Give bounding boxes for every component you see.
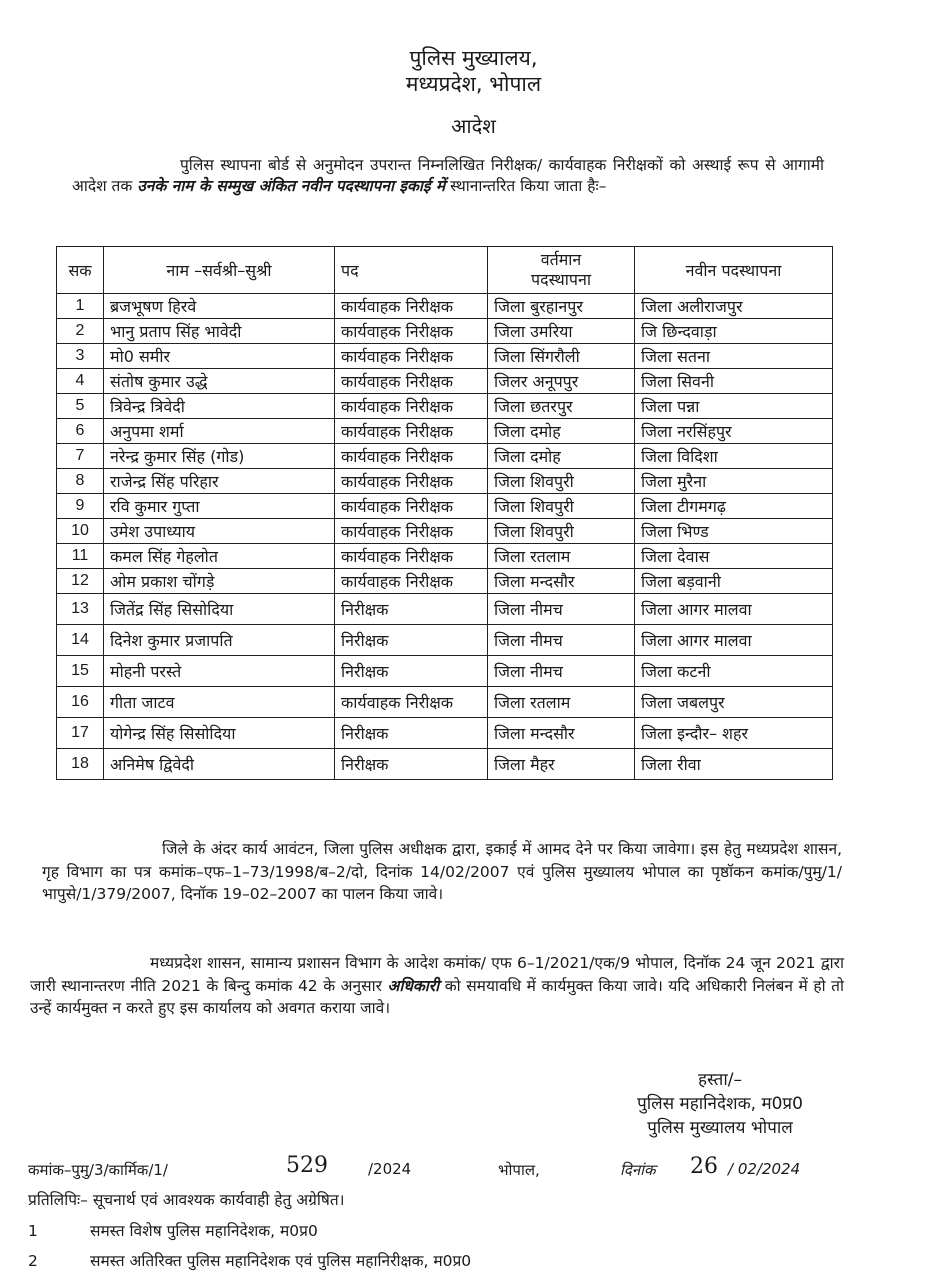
table-row	[57, 749, 833, 780]
new-posting-cell: जिला जबलपुर	[635, 687, 833, 718]
name-cell: अनिमेष द्विवेदी	[104, 749, 335, 780]
current-posting-cell: जिला शिवपुरी	[488, 469, 635, 494]
copy-intro: प्रतिलिपिः– सूचनार्थ एवं आवश्यक कार्यवाही हेतु अग्रेषित।	[28, 1191, 345, 1209]
table-row	[57, 687, 833, 718]
copy-item-number: 2	[28, 1252, 38, 1270]
name-cell: राजेन्द्र सिंह परिहार	[104, 469, 335, 494]
current-posting-cell: जिला उमरिया	[488, 319, 635, 344]
name-cell: अनुपमा शर्मा	[104, 419, 335, 444]
current-posting-cell: जिला नीमच	[488, 656, 635, 687]
reference-prefix: कमांक–पुमु/3/कार्मिक/1/	[28, 1161, 168, 1179]
serial-cell: 3	[57, 344, 104, 369]
post-cell: निरीक्षक	[335, 718, 488, 749]
post-cell: कार्यवाहक निरीक्षक	[335, 494, 488, 519]
post-cell: कार्यवाहक निरीक्षक	[335, 344, 488, 369]
name-cell: संतोष कुमार उद्धे	[104, 369, 335, 394]
new-posting-cell: जिला कटनी	[635, 656, 833, 687]
serial-cell: 5	[57, 394, 104, 419]
table-header-row	[57, 247, 833, 294]
current-posting-cell: जिला सिंगरौली	[488, 344, 635, 369]
post-cell: कार्यवाहक निरीक्षक	[335, 519, 488, 544]
intro-text: पुलिस स्थापना बोर्ड से अनुमोदन उपरान्त निम्नलिखित निरीक्षक/ कार्यवाहक निरीक्षकों को अस्थाई रूप से आगामी आदेश तक	[72, 156, 824, 195]
post-cell: निरीक्षक	[335, 656, 488, 687]
current-posting-cell: जिला शिवपुरी	[488, 519, 635, 544]
table-row	[57, 625, 833, 656]
header-current-line2: पदस्थापना	[531, 270, 591, 289]
post-cell: कार्यवाहक निरीक्षक	[335, 469, 488, 494]
new-posting-cell: जिला सतना	[635, 344, 833, 369]
reference-place: भोपाल,	[498, 1161, 540, 1179]
header-current-line1: वर्तमान	[540, 250, 582, 269]
office-heading: पुलिस मुख्यालय,	[409, 46, 538, 70]
date-label: दिनांक	[620, 1161, 656, 1179]
header-post: पद	[335, 247, 488, 294]
allocation-paragraph	[42, 838, 842, 906]
name-cell: कमल सिंह गेहलोत	[104, 544, 335, 569]
relieving-text-1: मध्यप्रदेश शासन, सामान्य प्रशासन विभाग के आदेश कमांक/ एफ 6–1/2021/एक/9 भोपाल, दिनॉक 24 जून 2021 द्वारा जारी स्थानान्तरण नीति 2021 के बिन्दु कमांक 42 के अनुसार	[30, 954, 844, 995]
post-cell: कार्यवाहक निरीक्षक	[335, 687, 488, 718]
name-cell: ब्रजभूषण हिरवे	[104, 294, 335, 319]
table-row	[57, 544, 833, 569]
name-cell: उमेश उपाध्याय	[104, 519, 335, 544]
current-posting-cell: जिलर अनूपपुर	[488, 369, 635, 394]
current-posting-cell: जिला रतलाम	[488, 544, 635, 569]
table-row	[57, 569, 833, 594]
signed-mark: हस्ता/–	[698, 1070, 742, 1090]
current-posting-cell: जिला बुरहानपुर	[488, 294, 635, 319]
copy-item	[28, 1219, 878, 1241]
post-cell: कार्यवाहक निरीक्षक	[335, 369, 488, 394]
current-posting-cell: जिला दमोह	[488, 444, 635, 469]
post-cell: निरीक्षक	[335, 749, 488, 780]
serial-cell: 1	[57, 294, 104, 319]
serial-cell: 2	[57, 319, 104, 344]
current-posting-cell: जिला दमोह	[488, 419, 635, 444]
serial-cell: 13	[57, 594, 104, 625]
order-title: आदेश	[451, 114, 496, 138]
serial-cell: 9	[57, 494, 104, 519]
table-row	[57, 494, 833, 519]
relieving-emphasis: अधिकारी	[387, 976, 440, 995]
new-posting-cell: जिला टीगमगढ़	[635, 494, 833, 519]
table-row	[57, 519, 833, 544]
table-row	[57, 444, 833, 469]
current-posting-cell: जिला मन्दसौर	[488, 569, 635, 594]
current-posting-cell: जिला नीमच	[488, 594, 635, 625]
serial-cell: 14	[57, 625, 104, 656]
table-row	[57, 369, 833, 394]
reference-year: /2024	[368, 1160, 412, 1178]
name-cell: रवि कुमार गुप्ता	[104, 494, 335, 519]
current-posting-cell: जिला रतलाम	[488, 687, 635, 718]
new-posting-cell: जिला सिवनी	[635, 369, 833, 394]
header-name: नाम –सर्वश्री–सुश्री	[104, 247, 335, 294]
post-cell: कार्यवाहक निरीक्षक	[335, 319, 488, 344]
post-cell: कार्यवाहक निरीक्षक	[335, 444, 488, 469]
new-posting-cell: जिला आगर मालवा	[635, 594, 833, 625]
name-cell: योगेन्द्र सिंह सिसोदिया	[104, 718, 335, 749]
post-cell: कार्यवाहक निरीक्षक	[335, 419, 488, 444]
serial-cell: 6	[57, 419, 104, 444]
post-cell: निरीक्षक	[335, 594, 488, 625]
intro-paragraph	[72, 155, 824, 197]
signatory-designation: पुलिस महानिदेशक, म0प्र0	[637, 1094, 803, 1114]
post-cell: कार्यवाहक निरीक्षक	[335, 394, 488, 419]
name-cell: मो0 समीर	[104, 344, 335, 369]
current-posting-cell: जिला मैहर	[488, 749, 635, 780]
table-row	[57, 419, 833, 444]
signature-block	[560, 1068, 880, 1140]
name-cell: जितेंद्र सिंह सिसोदिया	[104, 594, 335, 625]
new-posting-cell: जिला नरसिंहपुर	[635, 419, 833, 444]
new-posting-cell: जिला इन्दौर– शहर	[635, 718, 833, 749]
post-cell: निरीक्षक	[335, 625, 488, 656]
name-cell: भानु प्रताप सिंह भावेदी	[104, 319, 335, 344]
serial-cell: 17	[57, 718, 104, 749]
serial-cell: 8	[57, 469, 104, 494]
serial-cell: 16	[57, 687, 104, 718]
table-row	[57, 319, 833, 344]
new-posting-cell: जिला भिण्ड	[635, 519, 833, 544]
signatory-office: पुलिस मुख्यालय भोपाल	[647, 1118, 793, 1138]
name-cell: ओम प्रकाश चोंगड़े	[104, 569, 335, 594]
header-current-posting	[488, 247, 635, 294]
copy-item	[28, 1249, 878, 1271]
name-cell: गीता जाटव	[104, 687, 335, 718]
header-new-posting: नवीन पदस्थापना	[635, 247, 833, 294]
new-posting-cell: जिला देवास	[635, 544, 833, 569]
transfer-table	[56, 246, 833, 780]
name-cell: दिनेश कुमार प्रजापति	[104, 625, 335, 656]
table-row	[57, 718, 833, 749]
table-row	[57, 594, 833, 625]
copy-item-number: 1	[28, 1222, 38, 1240]
new-posting-cell: जिला रीवा	[635, 749, 833, 780]
name-cell: त्रिवेन्द्र त्रिवेदी	[104, 394, 335, 419]
serial-cell: 12	[57, 569, 104, 594]
serial-cell: 7	[57, 444, 104, 469]
office-location: मध्यप्रदेश, भोपाल	[405, 72, 542, 96]
serial-cell: 11	[57, 544, 104, 569]
relieving-text-2: को समयावधि में कार्यमुक्त किया जावे। यदि अधिकारी निलंबन में हो तो उन्हें कार्यमुक्त न करते हुए इस कार्यालय को अवगत कराया जावे।	[30, 976, 844, 1017]
post-cell: कार्यवाहक निरीक्षक	[335, 544, 488, 569]
table-row	[57, 469, 833, 494]
serial-cell: 4	[57, 369, 104, 394]
intro-end: स्थानान्तरित किया जाता हैः–	[445, 177, 607, 195]
post-cell: कार्यवाहक निरीक्षक	[335, 569, 488, 594]
copy-item-text: समस्त अतिरिक्त पुलिस महानिदेशक एवं पुलिस महानिरीक्षक, म0प्र0	[90, 1252, 472, 1270]
new-posting-cell: जिला आगर मालवा	[635, 625, 833, 656]
current-posting-cell: जिला छतरपुर	[488, 394, 635, 419]
table-row	[57, 344, 833, 369]
name-cell: मोहनी परस्ते	[104, 656, 335, 687]
reference-number-handwritten: 529	[286, 1153, 328, 1178]
new-posting-cell: जि छिन्दवाड़ा	[635, 319, 833, 344]
new-posting-cell: जिला मुरैना	[635, 469, 833, 494]
current-posting-cell: जिला शिवपुरी	[488, 494, 635, 519]
date-day-handwritten: 26	[690, 1154, 718, 1179]
serial-cell: 10	[57, 519, 104, 544]
date-rest: / 02/2024	[728, 1160, 801, 1178]
table-row	[57, 394, 833, 419]
copy-item-text: समस्त विशेष पुलिस महानिदेशक, म0प्र0	[90, 1222, 318, 1240]
intro-emphasis: उनके नाम के सम्मुख अंकित नवीन पदस्थापना इकाई में	[137, 177, 446, 195]
new-posting-cell: जिला पन्ना	[635, 394, 833, 419]
post-cell: कार्यवाहक निरीक्षक	[335, 294, 488, 319]
current-posting-cell: जिला मन्दसौर	[488, 718, 635, 749]
current-posting-cell: जिला नीमच	[488, 625, 635, 656]
relieving-paragraph	[30, 952, 844, 1020]
name-cell: नरेन्द्र कुमार सिंह (गोड)	[104, 444, 335, 469]
new-posting-cell: जिला विदिशा	[635, 444, 833, 469]
serial-cell: 15	[57, 656, 104, 687]
serial-cell: 18	[57, 749, 104, 780]
new-posting-cell: जिला अलीराजपुर	[635, 294, 833, 319]
table-row	[57, 656, 833, 687]
table-row	[57, 294, 833, 319]
allocation-text: जिले के अंदर कार्य आवंटन, जिला पुलिस अधीक्षक द्वारा, इकाई में आमद देने पर किया जावेगा। इस हेतु मध्यप्रदेश शासन, गृह विभाग का पत्र कमांक–एफ–1–73/1998/ब–2/दो, दिनांक 14/02/2007 एवं पुलिस मुख्यालय भोपाल का पृष्ठॉकन कमांक/पुमु/1/भापुसे/1/379/2007, दिनॉक 19–02–2007 का पालन किया जावे।	[42, 840, 842, 903]
header-serial: सक	[57, 247, 104, 294]
new-posting-cell: जिला बड़वानी	[635, 569, 833, 594]
